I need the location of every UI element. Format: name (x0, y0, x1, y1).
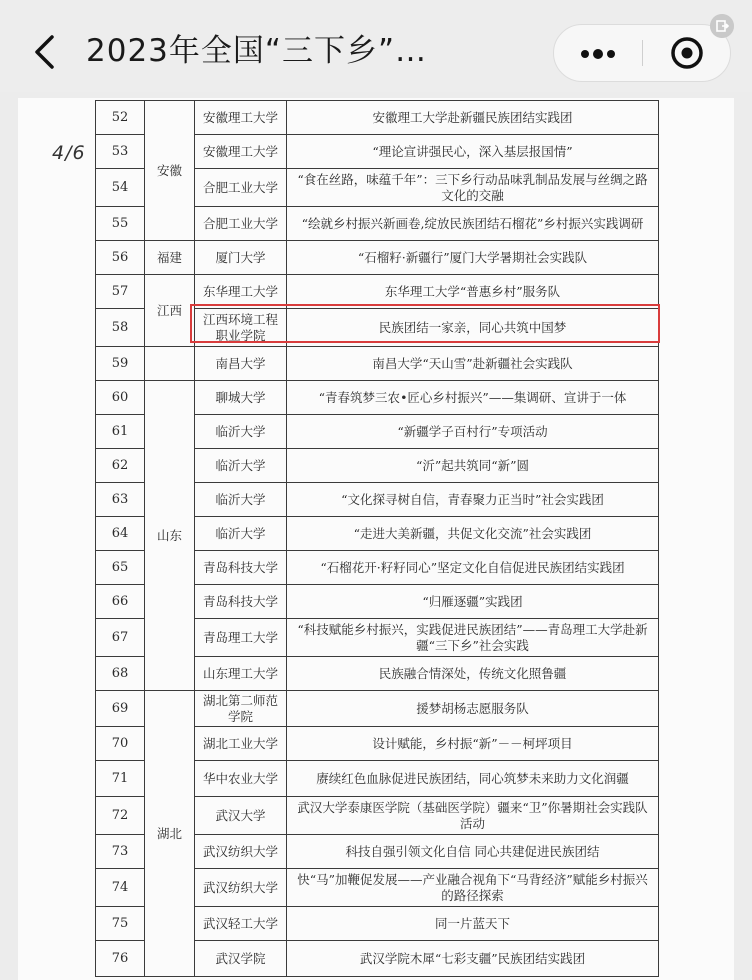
project-cell: “沂”起共筑同“新”圆 (287, 449, 659, 483)
province-cell: 安徽 (145, 101, 195, 241)
project-cell: “食在丝路，味蕴千年”：三下乡行动品味乳制品发展与丝绸之路文化的交融 (287, 169, 659, 207)
project-cell: “石榴籽·新疆行”厦门大学暑期社会实践队 (287, 241, 659, 275)
top-bar (0, 0, 752, 92)
chevron-left-icon[interactable] (32, 34, 58, 70)
highlight-box (190, 304, 660, 343)
university-cell: 湖北工业大学 (195, 727, 287, 761)
three-dots-icon (581, 50, 589, 58)
university-cell: 山东理工大学 (195, 657, 287, 691)
row-number: 56 (96, 241, 145, 275)
university-cell: 合肥工业大学 (195, 169, 287, 207)
university-cell: 青岛科技大学 (195, 551, 287, 585)
row-number: 61 (96, 415, 145, 449)
university-cell: 江西环境工程职业学院 (195, 309, 287, 347)
project-cell: 设计赋能，乡村振“新”－－柯坪项目 (287, 727, 659, 761)
province-cell: 福建 (145, 241, 195, 275)
province-cell: 湖北 (145, 691, 195, 977)
row-number: 60 (96, 381, 145, 415)
more-button[interactable] (554, 25, 642, 81)
university-cell: 青岛理工大学 (195, 619, 287, 657)
project-cell: 民族团结一家亲，同心共筑中国梦 (287, 309, 659, 347)
project-cell: 快“马”加鞭促发展——产业融合视角下“马背经济”赋能乡村振兴的路径探索 (287, 869, 659, 907)
project-cell: “走进大美新疆，共促文化交流”社会实践团 (287, 517, 659, 551)
university-cell: 临沂大学 (195, 517, 287, 551)
row-number: 69 (96, 691, 145, 727)
row-number: 76 (96, 941, 145, 977)
university-cell: 安徽理工大学 (195, 101, 287, 135)
project-cell: 东华理工大学“普惠乡村”服务队 (287, 275, 659, 309)
project-cell: “理论宣讲强民心，深入基层报国情” (287, 135, 659, 169)
project-cell: 南昌大学“天山雪”赴新疆社会实践队 (287, 347, 659, 381)
project-cell: “科技赋能乡村振兴，实践促进民族团结”——青岛理工大学赴新疆“三下乡”社会实践 (287, 619, 659, 657)
project-cell: “新疆学子百村行”专项活动 (287, 415, 659, 449)
project-cell: “绘就乡村振兴新画卷,绽放民族团结石榴花”乡村振兴实践调研 (287, 207, 659, 241)
university-cell: 武汉纺织大学 (195, 869, 287, 907)
university-cell: 临沂大学 (195, 483, 287, 517)
university-cell: 东华理工大学 (195, 275, 287, 309)
university-cell: 武汉纺织大学 (195, 835, 287, 869)
three-dots-icon (607, 50, 615, 58)
row-number: 62 (96, 449, 145, 483)
university-cell: 临沂大学 (195, 449, 287, 483)
table-row (96, 347, 659, 381)
row-number: 74 (96, 869, 145, 907)
university-cell: 武汉轻工大学 (195, 907, 287, 941)
project-cell: 民族融合情深处，传统文化照鲁疆 (287, 657, 659, 691)
handwritten-page-number: 4/6 (52, 142, 86, 164)
row-number: 54 (96, 169, 145, 207)
exit-icon[interactable] (710, 14, 734, 38)
table-row (96, 691, 659, 727)
province-cell: 江西 (145, 275, 195, 347)
project-cell: 科技自强引领文化自信 同心共建促进民族团结 (287, 835, 659, 869)
project-cell: 武汉大学泰康医学院（基础医学院）疆来“卫”你暑期社会实践队活动 (287, 797, 659, 835)
row-number: 66 (96, 585, 145, 619)
university-cell: 华中农业大学 (195, 761, 287, 797)
university-cell: 湖北第二师范学院 (195, 691, 287, 727)
row-number: 73 (96, 835, 145, 869)
row-number: 63 (96, 483, 145, 517)
university-cell: 安徽理工大学 (195, 135, 287, 169)
row-number: 53 (96, 135, 145, 169)
row-number: 52 (96, 101, 145, 135)
university-cell: 合肥工业大学 (195, 207, 287, 241)
university-cell: 武汉大学 (195, 797, 287, 835)
table-row (96, 101, 659, 135)
row-number: 59 (96, 347, 145, 381)
project-cell: 赓续红色血脉促进民族团结，同心筑梦未来助力文化润疆 (287, 761, 659, 797)
page-title: 2023年全国“三下乡”… (86, 33, 428, 69)
university-cell: 南昌大学 (195, 347, 287, 381)
row-number: 72 (96, 797, 145, 835)
row-number: 58 (96, 309, 145, 347)
university-cell: 厦门大学 (195, 241, 287, 275)
university-cell: 临沂大学 (195, 415, 287, 449)
project-cell: “石榴花开·籽籽同心”坚定文化自信促进民族团结实践团 (287, 551, 659, 585)
data-table (95, 100, 659, 977)
university-cell: 武汉学院 (195, 941, 287, 977)
project-cell: “青春筑梦三农•匠心乡村振兴”——集调研、宣讲于一体 (287, 381, 659, 415)
project-cell: “归雁逐疆”实践团 (287, 585, 659, 619)
table-row (96, 381, 659, 415)
project-cell: 同一片蓝天下 (287, 907, 659, 941)
table-row (96, 241, 659, 275)
project-cell: 武汉学院木犀“七彩支疆”民族团结实践团 (287, 941, 659, 977)
project-cell: 安徽理工大学赴新疆民族团结实践团 (287, 101, 659, 135)
province-cell (145, 347, 195, 381)
row-number: 68 (96, 657, 145, 691)
province-cell: 山东 (145, 381, 195, 691)
row-number: 57 (96, 275, 145, 309)
project-cell: “文化探寻树自信，青春聚力正当时”社会实践团 (287, 483, 659, 517)
row-number: 64 (96, 517, 145, 551)
university-cell: 青岛科技大学 (195, 585, 287, 619)
university-cell: 聊城大学 (195, 381, 287, 415)
row-number: 67 (96, 619, 145, 657)
project-cell: 援梦胡杨志愿服务队 (287, 691, 659, 727)
row-number: 65 (96, 551, 145, 585)
row-number: 55 (96, 207, 145, 241)
row-number: 71 (96, 761, 145, 797)
mini-program-capsule (553, 24, 731, 82)
three-dots-icon (593, 49, 603, 59)
row-number: 75 (96, 907, 145, 941)
row-number: 70 (96, 727, 145, 761)
